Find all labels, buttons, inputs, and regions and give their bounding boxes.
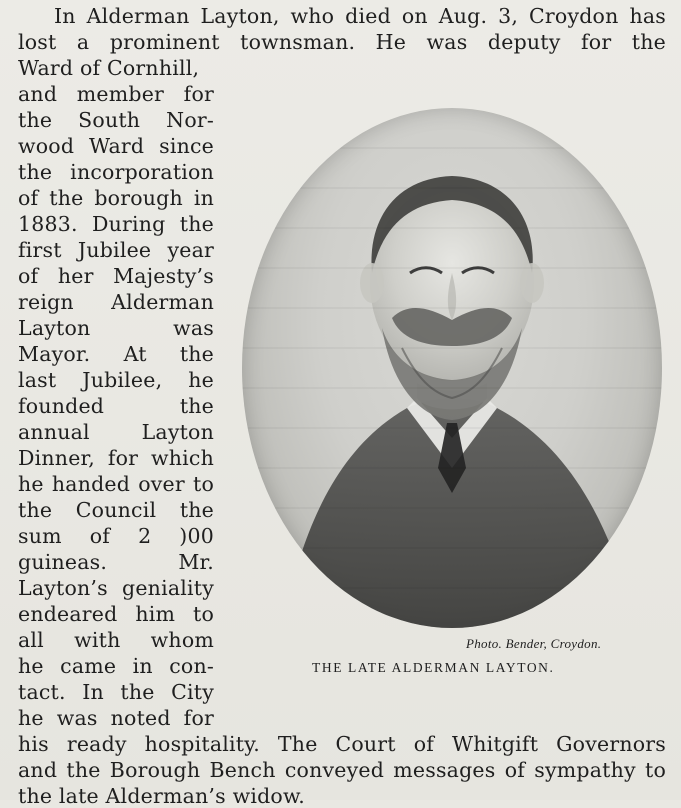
article-line: he handed over to bbox=[18, 472, 214, 496]
article-line: reign Alderman bbox=[18, 290, 214, 314]
article-line: Dinner, for which bbox=[18, 446, 214, 470]
article-line: tact. In the City bbox=[18, 680, 214, 704]
article-line: all with whom bbox=[18, 628, 214, 652]
article-line: 1883. During the bbox=[18, 212, 214, 236]
article-line: Ward of Cornhill, bbox=[18, 56, 200, 80]
article-line: Layton’s geniality bbox=[18, 576, 214, 600]
article-line: he was noted for bbox=[18, 706, 214, 730]
article-line: of the borough in bbox=[18, 186, 214, 210]
article-line: Layton was bbox=[18, 316, 214, 340]
article-line: founded the bbox=[18, 394, 214, 418]
article-line: the incorporation bbox=[18, 160, 214, 184]
article-line: the Council the bbox=[18, 498, 214, 522]
portrait-figure bbox=[242, 108, 662, 628]
article-line: lost a prominent townsman. He was deputy for the bbox=[18, 30, 666, 54]
article-line: the late Alderman’s widow. bbox=[18, 784, 305, 808]
article-line: of her Majesty’s bbox=[18, 264, 214, 288]
portrait-photo bbox=[242, 108, 662, 628]
article-line: endeared him to bbox=[18, 602, 214, 626]
article-line: guineas. Mr. bbox=[18, 550, 214, 574]
article-line: the South Nor- bbox=[18, 108, 214, 132]
photo-credit: Photo. Bender, Croydon. bbox=[466, 636, 602, 651]
portrait-engraving bbox=[242, 108, 662, 628]
portrait-caption: THE LATE ALDERMAN LAYTON. bbox=[312, 660, 555, 675]
article-line: Mayor. At the bbox=[18, 342, 214, 366]
article-line: and member for bbox=[18, 82, 214, 106]
article-line: annual Layton bbox=[18, 420, 214, 444]
article-line: wood Ward since bbox=[18, 134, 214, 158]
article-line: he came in con- bbox=[18, 654, 214, 678]
article-line: sum of 2 )00 bbox=[18, 524, 214, 548]
article-line: first Jubilee year bbox=[18, 238, 214, 262]
article-line: last Jubilee, he bbox=[18, 368, 214, 392]
article-line: his ready hospitality. The Court of Whitgift Governors bbox=[18, 732, 666, 756]
article-line: In Alderman Layton, who died on Aug. 3, Croydon has bbox=[54, 4, 666, 28]
article-line: and the Borough Bench conveyed messages of sympathy to bbox=[18, 758, 666, 782]
